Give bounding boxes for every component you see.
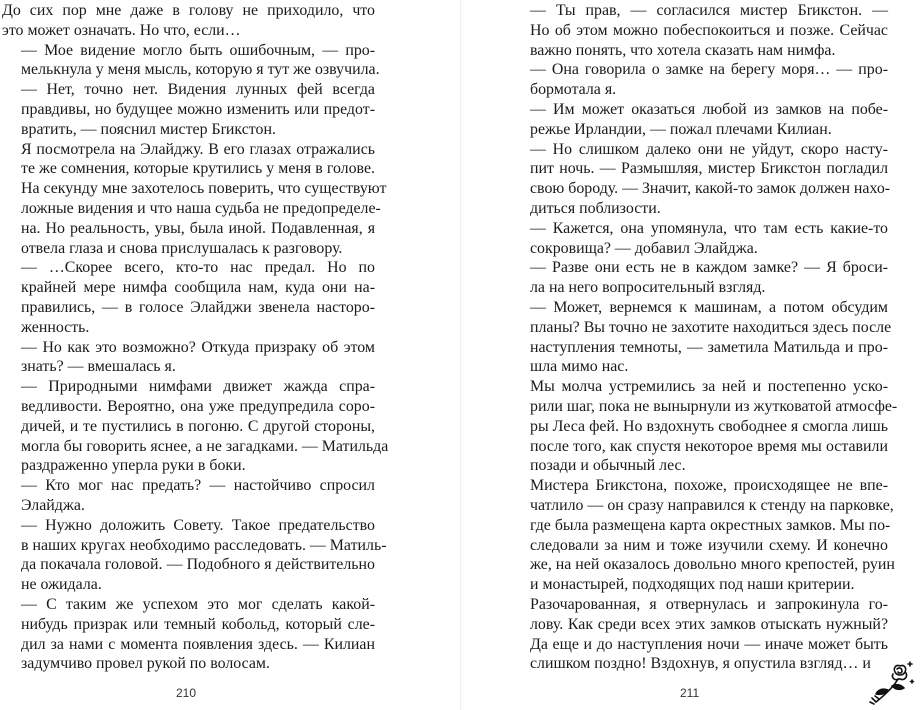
right-page-text-line: шла мимо нас. <box>530 358 629 376</box>
left-page-text-line: ведливости. Вероятно, она уже предупредила соро- <box>21 397 375 415</box>
right-page-text-line: важно понять, что хотела сказать нам нимфа. <box>530 41 836 59</box>
left-page-paragraph <box>2 41 380 81</box>
right-page-text-line: же, на ней оказалось довольно много крепостей, руин <box>530 556 895 574</box>
right-page-text-line: слишком поздно! Вздохнув, я опустила взгляд… и <box>530 655 871 673</box>
left-page-text-line: в наших кругах необходимо расследовать. — Матиль- <box>21 536 387 554</box>
left-page-text-line: не ожидала. <box>21 576 102 594</box>
left-page-text-line: на. Но реальность, увы, была иной. Подавленная, я <box>21 219 375 237</box>
right-page-paragraph <box>511 100 888 140</box>
page-number-right: 211 <box>680 686 700 700</box>
left-page-text-line: раздраженно уперла руки в боки. <box>21 457 246 475</box>
left-page-text-line: Элайджа. <box>21 496 85 514</box>
left-page-text-line: Я посмотрела на Элайджу. В его глазах отражались <box>21 140 375 158</box>
right-page-text-line: сокровища? — добавил Элайджа. <box>530 239 758 257</box>
right-page-paragraph <box>511 219 888 259</box>
right-page-text-line: ры Леса фей. Но вздохнуть свободнее я смогла лишь <box>530 417 888 435</box>
left-page-text-line: дил за нами с момента появления здесь. — Килиан <box>21 635 375 653</box>
right-page-text-line: — Она говорила о замке на берегу моря… — про- <box>530 61 888 79</box>
left-page-text-line: — Но как это возможно? Откуда призраку об этом <box>21 338 375 356</box>
right-page-text-line: где была размещена карта окрестных замков. Мы по- <box>530 516 891 534</box>
right-page-text <box>511 1 898 674</box>
fairy-key-icon <box>866 656 918 708</box>
right-page <box>461 0 921 710</box>
right-page-text-line: — Может, вернемся к машинам, а потом обсудим <box>530 298 888 316</box>
right-page-text-line: свою бороду. — Значит, какой-то замок должен нахо- <box>530 180 891 198</box>
left-page-text-line: это может означать. Но что, если… <box>2 21 241 39</box>
left-page-paragraph <box>2 80 375 139</box>
right-page-text-line: — Разве они есть не в каждом замке? — Я броси- <box>530 259 888 277</box>
left-page-paragraph <box>2 140 387 259</box>
left-page-text-line: — Мое видение могло быть ошибочным, — про- <box>21 41 375 59</box>
right-page-paragraph <box>511 60 888 100</box>
left-page-text-line: женность. <box>21 318 90 336</box>
left-page-text-line: ложные видения и что наша судьба не предопределе- <box>21 199 381 217</box>
left-page-text-line: могла бы говорить яснее, а не загадками. — Матильда <box>21 437 389 455</box>
right-page-paragraph <box>511 140 891 219</box>
right-page-text-line: диться поблизости. <box>530 199 661 217</box>
right-page-text-line: пит ночь. — Размышляя, мистер Бrикстон погладил <box>530 160 888 178</box>
right-page-text-line: ла на него вопросительный взгляд. <box>530 279 766 297</box>
left-page-paragraph <box>2 476 375 516</box>
left-page-text-line: задумчиво провел рукой по волосам. <box>21 655 270 673</box>
left-page-text-line: — …Скорее всего, кто-то нас предал. Но по <box>21 259 375 277</box>
left-page-text-line: крайней мере нимфа сообщила нам, куда они на- <box>21 279 375 297</box>
left-page-paragraph <box>2 595 375 674</box>
right-page-paragraph <box>511 258 888 298</box>
left-page-text-line: нибудь призрак или темный кобольд, который сле- <box>21 615 375 633</box>
right-page-text-line: Да еще и до наступления ночи — иначе может быть <box>530 635 888 653</box>
left-page-text <box>2 1 389 674</box>
right-page-text-line: позади и обычный лес. <box>530 457 686 475</box>
page-number-left: 210 <box>176 686 197 700</box>
right-page-paragraph <box>511 476 895 595</box>
right-page-text-line: планы? Вы точно не захотите находиться здесь после <box>530 318 892 336</box>
left-page-paragraph <box>2 258 375 337</box>
left-page-text-line: знать? — вмешалась я. <box>21 358 176 376</box>
left-page-text-line: — С таким же успехом это мог сделать какой- <box>21 595 375 613</box>
left-page-text-line: До сих пор мне даже в голову не приходило, что <box>2 2 375 19</box>
left-page-text-line: мелькнула у меня мысль, которую я тут же озвучила. <box>21 61 380 79</box>
left-page-text-line: да покачала головой. — Подобного я действительно <box>21 556 375 574</box>
right-page-paragraph <box>511 298 892 377</box>
right-page-text-line: Разочарованная, я отвернулась и запрокинула го- <box>530 595 888 613</box>
right-page-text-line: Мистера Бrикстона, похоже, происходящее не впе- <box>530 477 888 495</box>
right-page-text-line: — Кажется, она упомянула, что там есть какие-то <box>530 219 888 237</box>
left-page-paragraph <box>2 516 387 595</box>
right-page-text-line: чатлило — он сразу направился к стенду на парковке, <box>530 496 894 514</box>
right-page-text-line: следовали за ним и тоже изучили схему. И конечно <box>530 536 888 554</box>
right-page-paragraph <box>511 377 898 476</box>
left-page-text-line: дичей, и те пустились в погоню. С другой стороны, <box>21 417 375 435</box>
left-page-text-line: — Нет, точно нет. Видения лунных фей всегда <box>21 81 375 99</box>
left-page-text-line: На секунду мне захотелось поверить, что существуют <box>21 180 387 198</box>
left-page-text-line: те же сомнения, которые крутились у меня в голове. <box>21 160 375 178</box>
right-page-text-line: — Им может оказаться любой из замков на побе- <box>530 100 888 118</box>
right-page-text-line: Но об этом можно побеспокоиться и позже. Сейчас <box>530 21 888 39</box>
right-page-text-line: бормотала я. <box>530 81 617 99</box>
right-page-text-line: и монастырей, подходящих под наши критерии. <box>530 576 855 594</box>
left-page-text-line: вратить, — пояснил мистер Бrикстон. <box>21 120 276 138</box>
left-page-text-line: — Нужно доложить Совету. Такое предательство <box>21 516 375 534</box>
right-page-text-line: режье Ирландии, — пожал плечами Килиан. <box>530 120 832 138</box>
right-page-text-line: рили шаг, пока не вынырнули из жутковатой атмосфе- <box>530 397 898 415</box>
right-page-text-line: — Ты прав, — согласился мистер Бrикстон. — <box>530 2 888 19</box>
right-page-text-line: наступления темноты, — заметила Матильда и про- <box>530 338 888 356</box>
right-page-text-line: лову. Как среди всех этих замков отыскать нужный? <box>530 615 888 633</box>
left-page-text-line: правдивы, но будущее можно изменить или предот- <box>21 100 375 118</box>
left-page-paragraph <box>2 338 375 378</box>
right-page-text-line: после того, как спустя некоторое время мы оставили <box>530 437 888 455</box>
left-page-text-line: отвела глаза и снова прислушалась к разговору. <box>21 239 343 257</box>
left-page <box>0 0 460 710</box>
left-page-paragraph <box>2 1 375 41</box>
left-page-text-line: — Кто мог нас предать? — настойчиво спросил <box>21 477 375 495</box>
left-page-paragraph <box>2 377 389 476</box>
right-page-text-line: Мы молча устремились за ней и постепенно уско- <box>530 378 888 396</box>
right-page-paragraph <box>511 1 888 60</box>
left-page-text-line: правились, — в голосе Элайджи звенела насторо- <box>21 298 375 316</box>
left-page-text-line: — Природными нимфами движет жажда спра- <box>21 378 375 396</box>
right-page-text-line: — Но слишком далеко они не уйдут, скоро насту- <box>530 140 888 158</box>
right-page-paragraph <box>511 595 888 674</box>
